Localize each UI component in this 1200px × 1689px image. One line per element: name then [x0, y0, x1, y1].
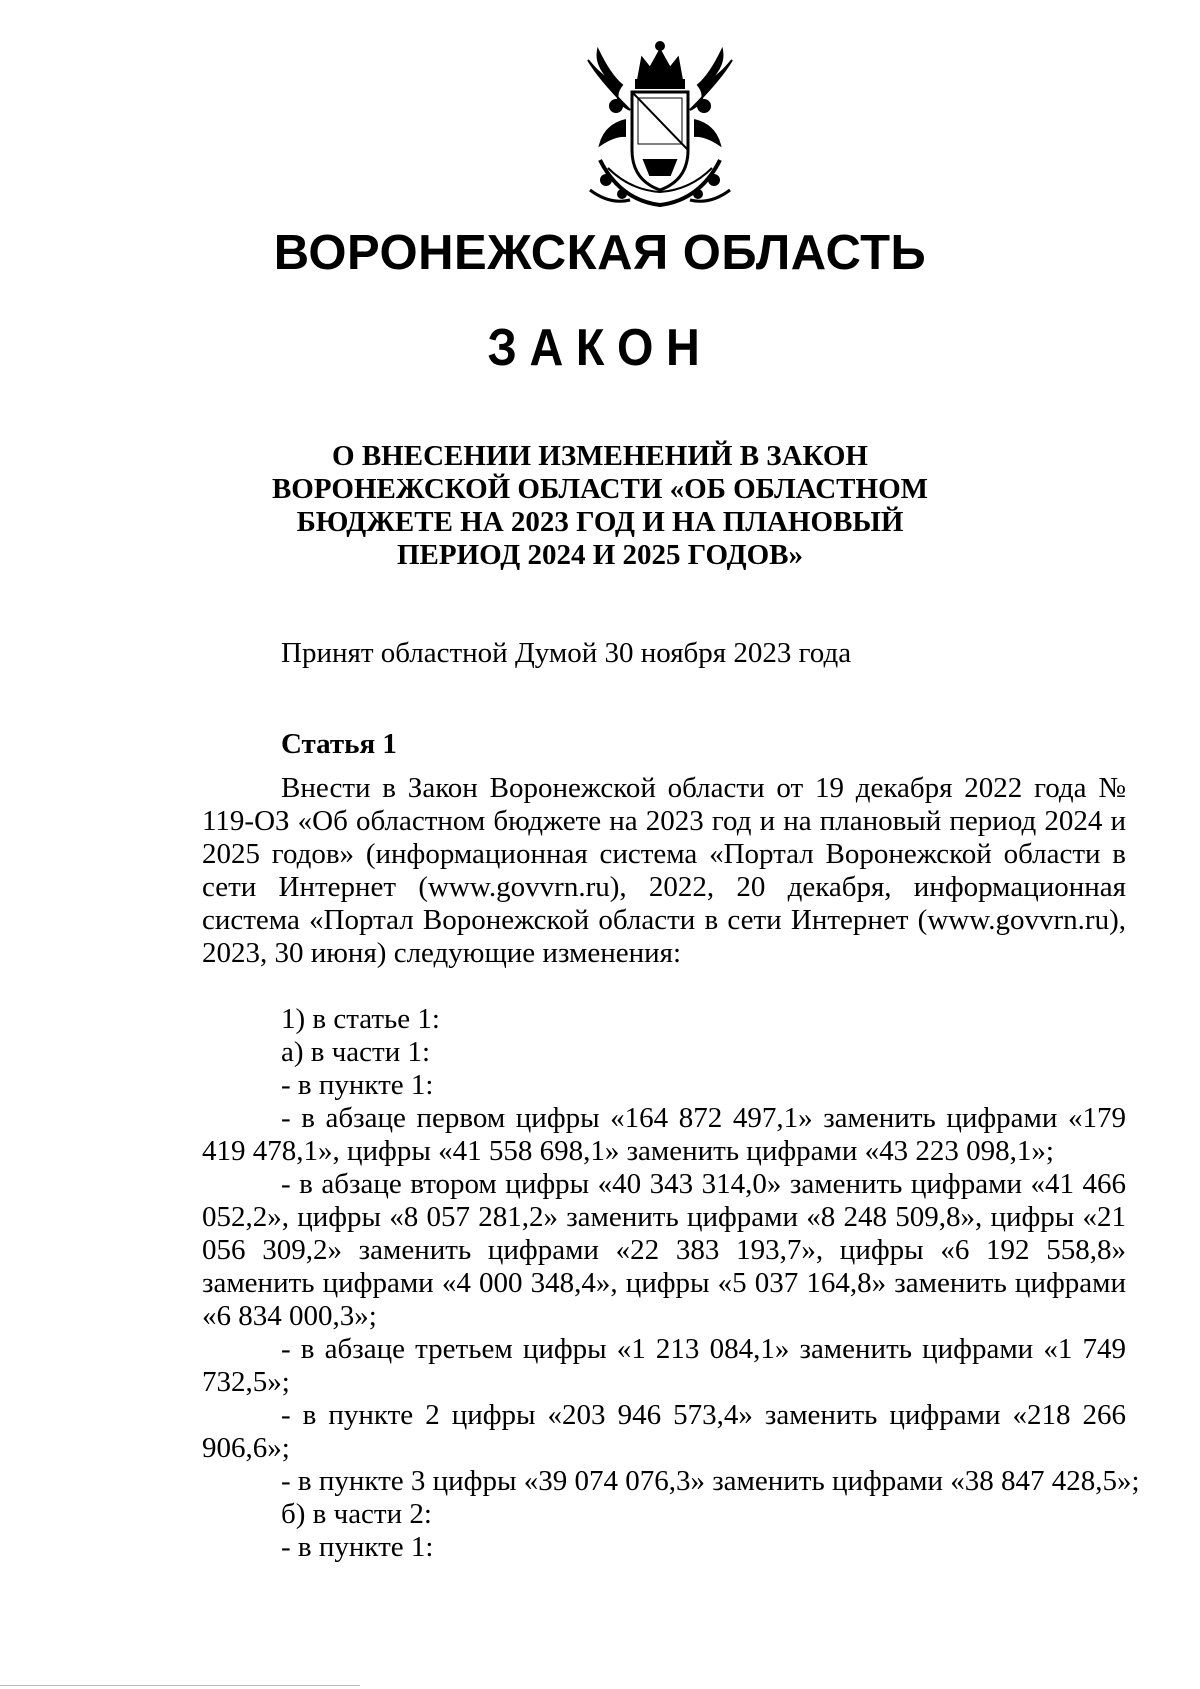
amendment-item: б) в части 2:: [281, 1498, 432, 1530]
subject-line: ПЕРИОД 2024 И 2025 ГОДОВ»: [397, 539, 803, 571]
amendment-item: - в пункте 1:: [281, 1069, 434, 1101]
article-intro-paragraph: Внести в Закон Воронежской области от 19 декабря 2022 года № 119-ОЗ «Об областном бюджете на 2023 год и на плановый период 2024 и 2025 годов» (информационная система «Портал Воронежской области в сети Интернет (www.govvrn.ru), 2022, 20 декабря, информационная система «Портал Воронежской области в сети Интернет (www.govvrn.ru), 2023, 30 июня) следующие изменения:: [202, 772, 1126, 969]
article-heading: Статья 1: [281, 728, 397, 760]
amendment-paragraph: - в абзаце втором цифры «40 343 314,0» заменить цифрами «41 466 052,2», цифры «8 057 281,2» заменить цифрами «8 248 509,8», цифры «21 056 309,2» заменить цифрами «22 383 193,7», цифры «6 192 558,8» заменить цифрами «4 000 348,4», цифры «5 037 164,8» заменить цифрами «6 834 000,3»;: [202, 1168, 1126, 1332]
amendment-paragraph: - в абзаце третьем цифры «1 213 084,1» заменить цифрами «1 749 732,5»;: [202, 1333, 1126, 1398]
amendment-item: - в пункте 1:: [281, 1531, 434, 1563]
voronezh-coat-of-arms-icon: [560, 40, 760, 215]
amendment-item: - в пункте 3 цифры «39 074 076,3» заменить цифрами «38 847 428,5»;: [281, 1465, 1140, 1497]
page-bottom-rule: [0, 1685, 360, 1686]
amendment-paragraph: - в пункте 2 цифры «203 946 573,4» заменить цифрами «218 266 906,6»;: [202, 1399, 1126, 1464]
amendment-paragraph: - в абзаце первом цифры «164 872 497,1» заменить цифрами «179 419 478,1», цифры «41 558 698,1» заменить цифрами «43 223 098,1»;: [202, 1102, 1126, 1167]
subject-line: БЮДЖЕТЕ НА 2023 ГОД И НА ПЛАНОВЫЙ: [296, 506, 904, 538]
amendment-item: 1) в статье 1:: [281, 1003, 440, 1035]
region-title: ВОРОНЕЖСКАЯ ОБЛАСТЬ: [273, 226, 927, 280]
article-body: [202, 772, 1140, 1564]
subject-line: ВОРОНЕЖСКОЙ ОБЛАСТИ «ОБ ОБЛАСТНОМ: [271, 473, 929, 505]
coat-of-arms-emblem: [560, 40, 760, 215]
law-subject-title: [250, 440, 950, 572]
subject-line: О ВНЕСЕНИИ ИЗМЕНЕНИЙ В ЗАКОН: [332, 440, 868, 472]
adoption-note: Принят областной Думой 30 ноября 2023 года: [281, 637, 852, 669]
amendment-item: а) в части 1:: [281, 1036, 431, 1068]
document-type-title: ЗАКОН: [487, 319, 713, 377]
